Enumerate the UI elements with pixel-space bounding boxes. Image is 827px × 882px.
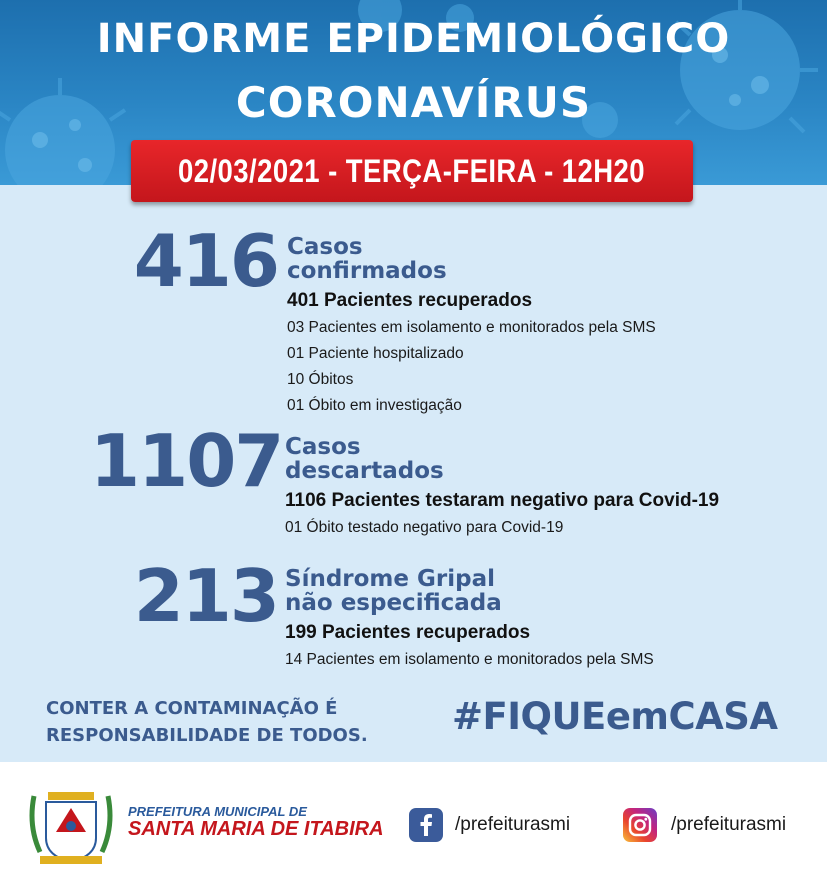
org-name-line2: SANTA MARIA DE ITABIRA xyxy=(128,818,384,840)
main-content xyxy=(0,185,827,762)
date-text: 02/03/2021 - TERÇA-FEIRA - 12H20 xyxy=(178,152,646,189)
flu-syndrome-count: 213 xyxy=(133,554,278,638)
confirmed-label-line1: Casos xyxy=(287,234,363,260)
header-subtitle: CORONAVÍRUS xyxy=(235,78,592,127)
confirmed-label-line2: confirmados xyxy=(287,258,447,284)
hashtag: #FIQUEemCASA xyxy=(452,695,778,738)
header-title: INFORME EPIDEMIOLÓGICO xyxy=(96,16,731,62)
discarded-count: 1107 xyxy=(90,419,283,503)
confirmed-recovered: 401 Pacientes recuperados xyxy=(287,290,533,311)
flu-syndrome-recovered: 199 Pacientes recuperados xyxy=(285,622,531,643)
slogan-line1: CONTER A CONTAMINAÇÃO É xyxy=(46,698,338,719)
flu-syndrome-label-line1: Síndrome Gripal xyxy=(285,566,495,592)
confirmed-detail: 01 Paciente hospitalizado xyxy=(287,345,464,362)
flu-syndrome-label-line2: não especificada xyxy=(285,590,502,616)
confirmed-detail: 01 Óbito em investigação xyxy=(287,397,462,414)
discarded-detail: 01 Óbito testado negativo para Covid-19 xyxy=(285,519,564,536)
facebook-handle[interactable]: /prefeiturasmi xyxy=(455,814,571,835)
discarded-label-line2: descartados xyxy=(285,458,444,484)
municipal-crest-icon xyxy=(26,786,116,868)
date-banner xyxy=(131,140,693,202)
instagram-handle[interactable]: /prefeiturasmi xyxy=(671,814,787,835)
confirmed-detail: 10 Óbitos xyxy=(287,371,354,388)
discarded-negative: 1106 Pacientes testaram negativo para Covid-19 xyxy=(285,490,720,511)
facebook-icon[interactable] xyxy=(409,808,443,842)
slogan-line2: RESPONSABILIDADE DE TODOS. xyxy=(46,725,368,746)
instagram-icon[interactable] xyxy=(623,808,657,842)
confirmed-detail: 03 Pacientes em isolamento e monitorados pela SMS xyxy=(287,319,656,336)
confirmed-count: 416 xyxy=(133,219,278,303)
discarded-label-line1: Casos xyxy=(285,434,361,460)
flu-syndrome-detail: 14 Pacientes em isolamento e monitorados pela SMS xyxy=(285,651,654,668)
footer xyxy=(0,762,827,882)
org-name-line1: PREFEITURA MUNICIPAL DE xyxy=(128,804,307,819)
